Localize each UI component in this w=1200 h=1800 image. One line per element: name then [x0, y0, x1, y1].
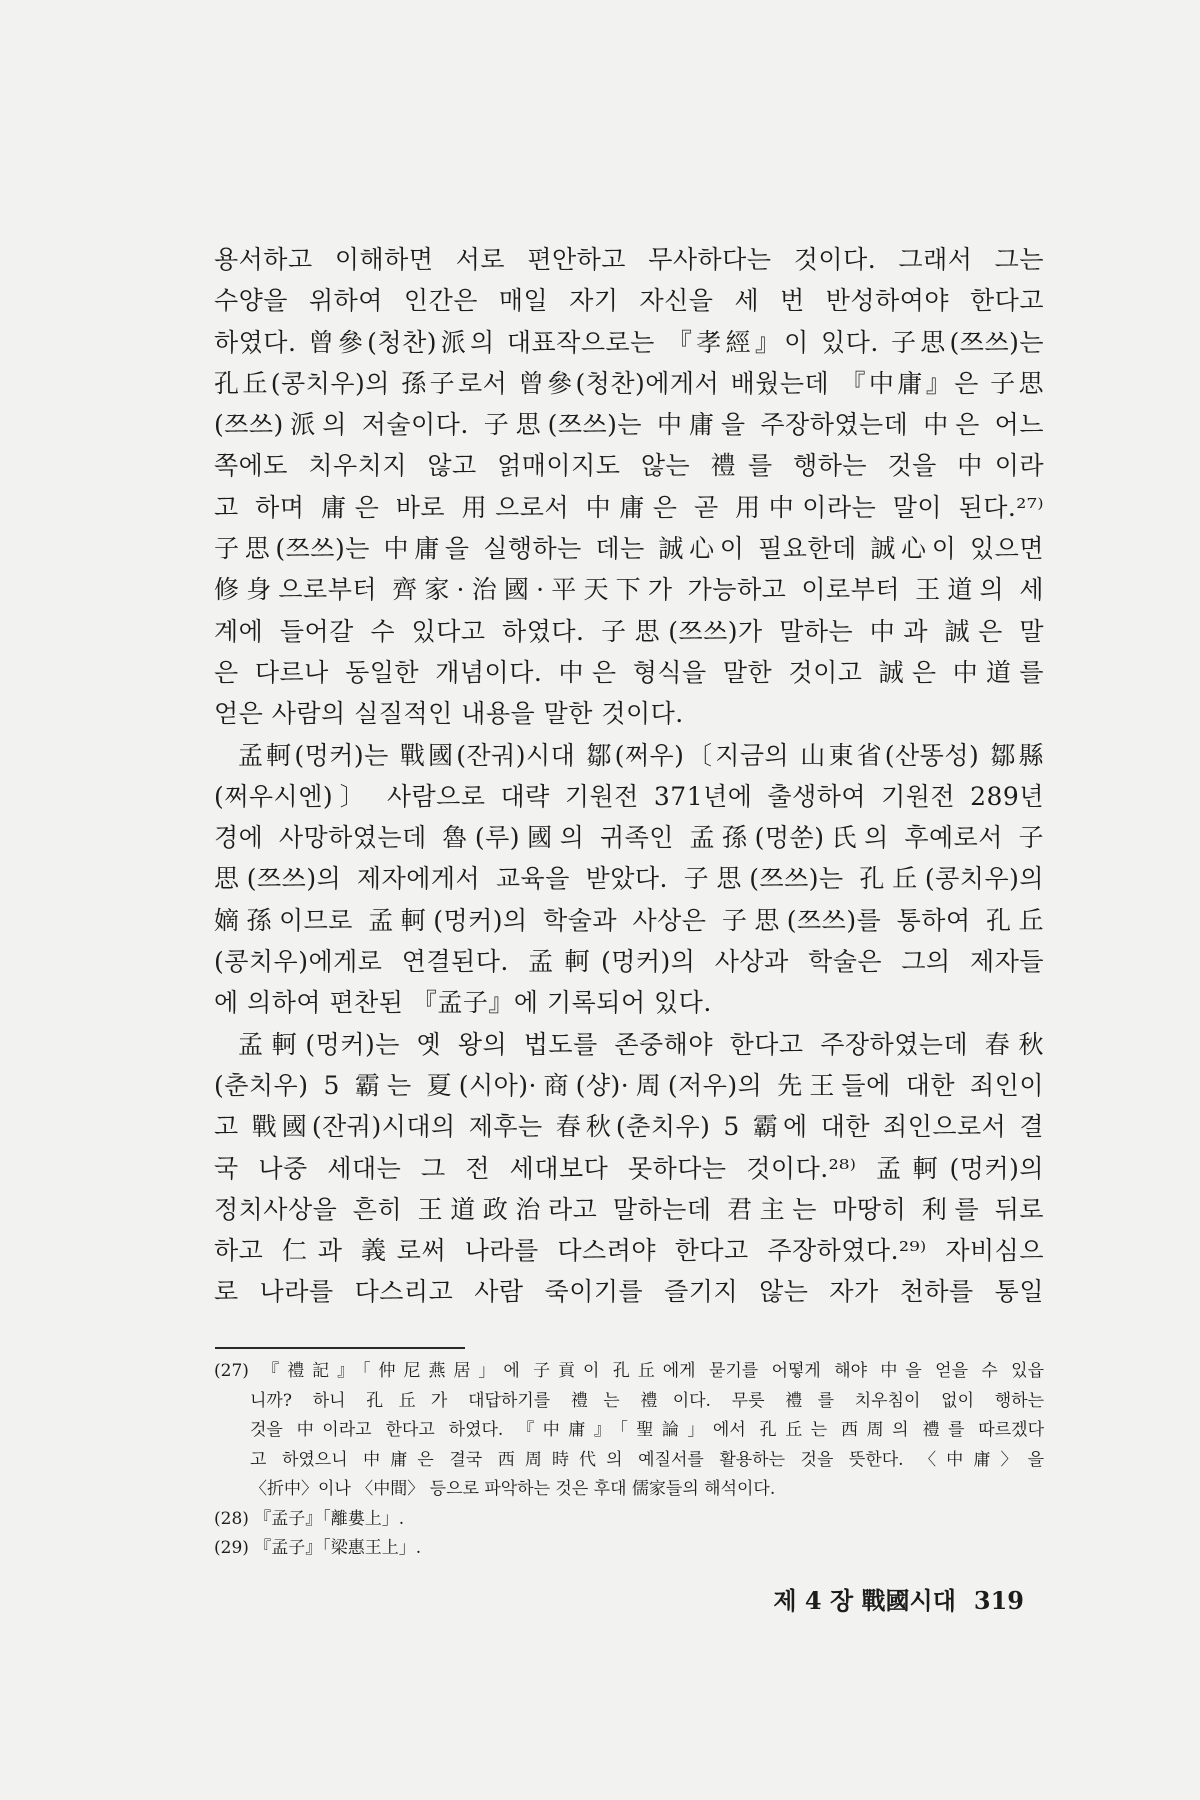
text-line: 子思(쯔쓰)는 中庸을 실행하는 데는 誠心이 필요한데 誠心이 있으면 [214, 534, 1044, 564]
footnote-line: (29) 『孟子』「梁惠王上」. [214, 1538, 422, 1558]
footnotes [214, 1357, 1044, 1564]
text-line: 孟軻(멍커)는 옛 왕의 법도를 존중해야 한다고 주장하였는데 春秋 [238, 1029, 1044, 1059]
footnote-27 [214, 1357, 1044, 1505]
text-line: 孔丘(콩치우)의 孫子로서 曾參(청찬)에게서 배웠는데 『中庸』은 子思 [214, 368, 1044, 398]
text-line: 용서하고 이해하면 서로 편안하고 무사하다는 것이다. 그래서 그는 [214, 245, 1044, 274]
page-footer [770, 1581, 1024, 1621]
footnote-line: 고 하였으니 中庸은 결국 西周時代의 예질서를 활용하는 것을 뜻한다. 〈中庸〉을 [250, 1449, 1044, 1470]
chapter-title: 제 4 장 戰國시대 [773, 1586, 956, 1615]
text-line: 孟軻(멍커)는 戰國(잔궈)시대 鄒(쩌우)〔지금의 山東省(산똥성) 鄒縣 [238, 740, 1044, 770]
text-line: (춘치우) 5 霸는 夏(시아)·商(샹)·周(저우)의 先王들에 대한 죄인이 [214, 1070, 1044, 1100]
paragraph-1 [214, 239, 1044, 735]
footnote-28 [214, 1505, 1044, 1535]
text-line: 경에 사망하였는데 魯(루)國의 귀족인 孟孫(멍쑨)氏의 후예로서 子 [214, 823, 1044, 853]
footnote-line: 〈折中〉이나 〈中間〉 등으로 파악하는 것은 후대 儒家들의 해석이다. [250, 1479, 776, 1499]
text-line: (쯔쓰)派의 저술이다. 子思(쯔쓰)는 中庸을 주장하였는데 中은 어느 [214, 410, 1044, 440]
footnote-line: 것을 中이라고 한다고 하였다. 『中庸』「聖論」에서 孔丘는 西周의 禮를 따르겠다 [250, 1420, 1044, 1440]
text-line: 嫡孫이므로 孟軻(멍커)의 학술과 사상은 子思(쯔쓰)를 통하여 孔丘 [214, 905, 1044, 935]
text-line: 思(쯔쓰)의 제자에게서 교육을 받았다. 子思(쯔쓰)는 孔丘(콩치우)의 [214, 864, 1044, 894]
text-line: 은 다르나 동일한 개념이다. 中은 형식을 말한 것이고 誠은 中道를 [214, 657, 1044, 687]
text-line: 에 의하여 편찬된 『孟子』에 기록되어 있다. [214, 988, 712, 1018]
footnote-29 [214, 1534, 1044, 1564]
paragraph-2 [214, 735, 1044, 1024]
footnote-line: (28) 『孟子』「離婁上」. [214, 1508, 405, 1529]
footnote-divider [215, 1347, 465, 1349]
text-line: 修身으로부터 齊家·治國·平天下가 가능하고 이로부터 王道의 세 [214, 575, 1044, 605]
text-line: 로 나라를 다스리고 사람 죽이기를 즐기지 않는 자가 천하를 통일 [214, 1277, 1044, 1307]
text-line: 계에 들어갈 수 있다고 하였다. 子思(쯔쓰)가 말하는 中과 誠은 말 [214, 616, 1044, 646]
main-text [214, 239, 1044, 1313]
text-line: 국 나중 세대는 그 전 세대보다 못하다는 것이다.²⁸⁾ 孟軻(멍커)의 [214, 1153, 1044, 1183]
text-line: 하고 仁과 義로써 나라를 다스려야 한다고 주장하였다.²⁹⁾ 자비심으 [214, 1236, 1044, 1266]
text-line: (쩌우시엔)〕 사람으로 대략 기원전 371년에 출생하여 기원전 289년 [214, 781, 1044, 811]
page-number: 319 [973, 1586, 1024, 1615]
text-line: 정치사상을 흔히 王道政治라고 말하는데 君主는 마땅히 利를 뒤로 [214, 1194, 1044, 1224]
text-line: 쪽에도 치우치지 않고 얽매이지도 않는 禮를 행하는 것을 中이라 [214, 451, 1044, 481]
text-line: 수양을 위하여 인간은 매일 자기 자신을 세 번 반성하여야 한다고 [214, 286, 1044, 316]
text-line: 하였다. 曾參(청찬)派의 대표작으로는 『孝經』이 있다. 子思(쯔쓰)는 [214, 327, 1044, 357]
footnote-line: 니까? 하니 孔丘가 대답하기를 禮는 禮이다. 무릇 禮를 치우침이 없이 행하는 [250, 1390, 1044, 1411]
footnote-line: (27) 『禮記』「仲尼燕居」에 子貢이 孔丘에게 묻기를 어떻게 해야 中을 얻을 수 있읍 [214, 1361, 1044, 1381]
text-line: 고 하며 庸은 바로 用으로서 中庸은 곧 用中이라는 말이 된다.²⁷⁾ [214, 492, 1044, 522]
text-line: (콩치우)에게로 연결된다. 孟軻(멍커)의 사상과 학술은 그의 제자들 [214, 947, 1044, 977]
text-line: 얻은 사람의 실질적인 내용을 말한 것이다. [214, 699, 684, 729]
paragraph-3 [214, 1024, 1044, 1313]
text-line: 고 戰國(잔궈)시대의 제후는 春秋(춘치우) 5 霸에 대한 죄인으로서 결 [214, 1112, 1044, 1142]
